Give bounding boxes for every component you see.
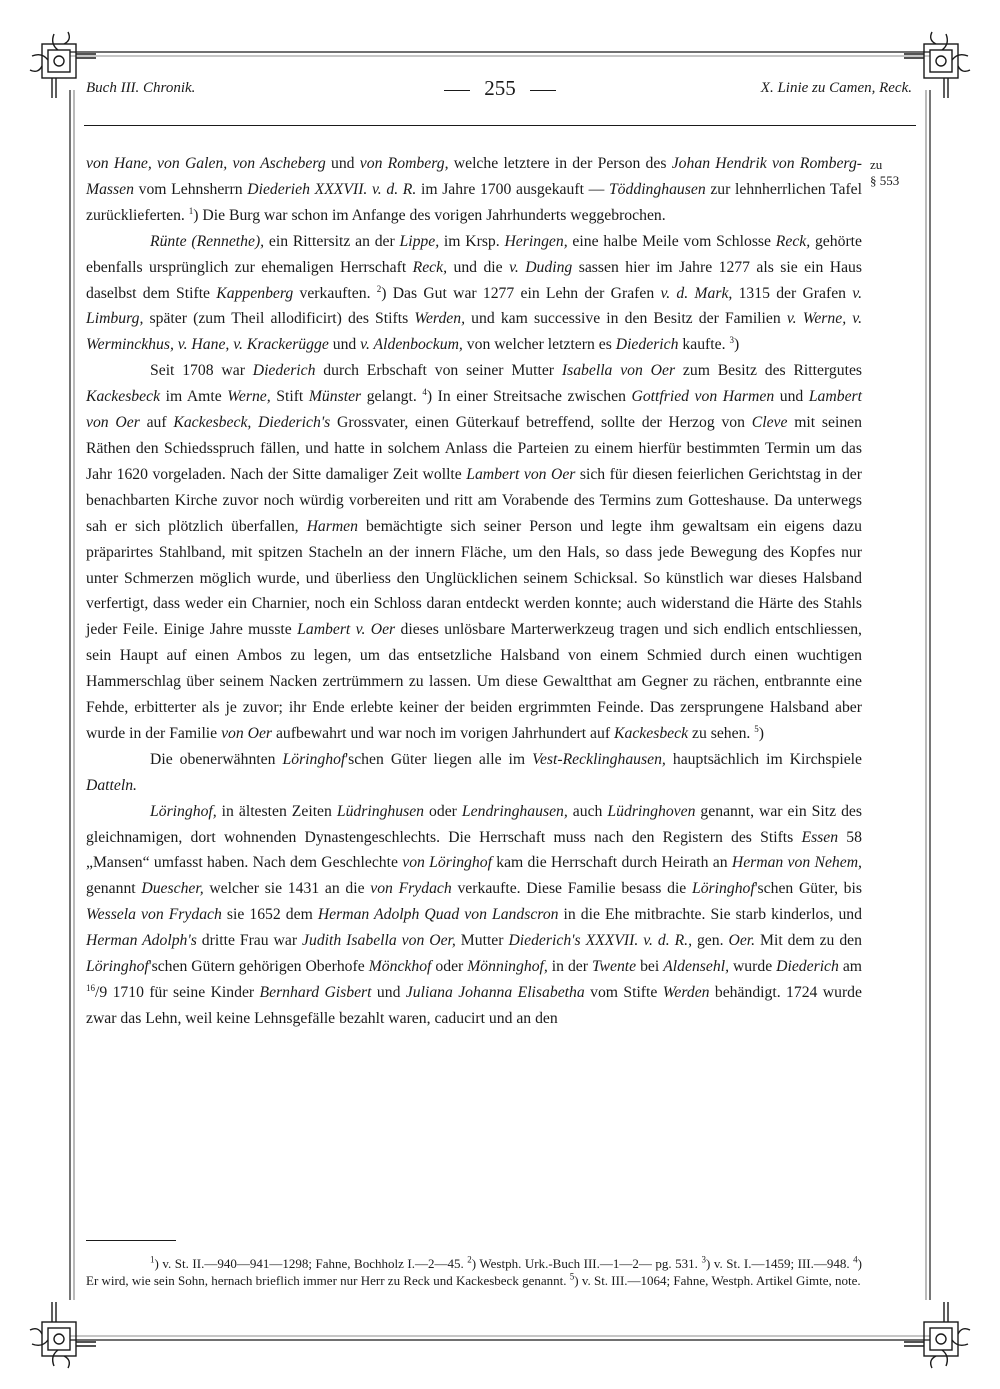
italic-run: Lambert von Oer <box>86 388 862 432</box>
italic-run: v. Aldenbockum, <box>360 336 463 354</box>
italic-run: Harmen <box>306 517 358 535</box>
italic-run: Cleve <box>751 414 788 432</box>
italic-run: Isabella von Oer <box>561 362 676 380</box>
italic-run: Kackesbeck <box>614 724 689 742</box>
italic-run: Herman von Nehem, <box>731 854 862 872</box>
text-run: von welcher letztern es <box>462 336 616 354</box>
italic-run: Datteln. <box>86 776 137 794</box>
italic-run: Diederieh XXXVII. v. d. R. <box>247 180 417 198</box>
text-run: ) v. St. I.—1459; III.—948. <box>705 1256 854 1271</box>
text-run: zur lehnherrlichen Tafel zurücklieferten. <box>86 180 862 224</box>
text-run: dieses unlösbare Marterwerkzeug tragen und sich endlich entschliessen, sein Haupt auf einen Ambos zu legen, um das entsetzliche Halsband von einem Schmied durch einen wuchtigen Hammerschlag über seinem Nacken zertrümmern zu lassen. Um diese Gewaltthat am Gegner zu rächen, entbrannte eine Fehde, erbitterter als je zuvor; ihr Ende erlebte keiner der beiden ergrimmten Feinde. Das zersprungene Halsband aber wurde in der Familie <box>86 621 862 742</box>
italic-run: Kappenberg <box>216 284 294 302</box>
text-run: ) <box>758 724 765 742</box>
text-run: Stift <box>270 388 309 406</box>
footnote-marker: 1 <box>150 1254 155 1265</box>
text-run: und <box>328 336 361 354</box>
italic-run: Twente <box>591 958 637 976</box>
text-run: im Amte <box>160 388 228 406</box>
text-run: später (zum Theil allodificirt) des Stifts <box>143 310 415 328</box>
text-run: oder <box>431 958 468 976</box>
footnote-marker: 3 <box>701 1254 706 1265</box>
text-run: im Jahre 1700 ausgekauft — <box>416 180 609 198</box>
text-run: und <box>774 388 809 406</box>
running-header-left: Buch III. Chronik. <box>86 80 196 96</box>
text-run: 58 „Mansen“ umfasst haben. Nach dem Geschlechte <box>86 828 862 872</box>
text-run: verkaufte. Diese Familie besass die <box>451 880 692 898</box>
italic-run: v. Duding <box>509 258 573 276</box>
body-text <box>86 151 862 1032</box>
text-run: aufbewahrt und war noch im vorigen Jahrhundert auf <box>272 724 615 742</box>
text-run: ein Rittersitz an der <box>264 232 400 250</box>
text-run: ) Das Gut war 1277 ein Lehn der Grafen <box>381 284 661 302</box>
italic-run: Lendringhausen, <box>461 802 568 820</box>
margin-note-line2: § 553 <box>870 173 900 188</box>
text-run: welcher sie 1431 an die <box>203 880 371 898</box>
header-rule <box>84 125 916 126</box>
paragraph <box>86 747 862 799</box>
text-run: und kam successive in den Besitz der Familien <box>465 310 787 328</box>
text-run: vom Lehnsherrn <box>133 180 248 198</box>
italic-run: Rünte (Rennethe), <box>150 232 265 250</box>
text-run: und <box>371 984 406 1001</box>
text-run: genannt <box>86 880 142 898</box>
text-run: vom Stifte <box>584 984 663 1001</box>
italic-run: Duescher, <box>141 880 204 898</box>
footnote-marker: 2 <box>467 1254 472 1265</box>
text-run: gehörte ebenfalls ursprünglich zur ehemaligen Herrschaft <box>86 232 863 276</box>
text-run: und die <box>447 258 510 276</box>
text-run: 1315 der Grafen <box>732 284 853 302</box>
footnote-marker: 16 <box>86 982 95 993</box>
italic-run: Essen <box>801 828 839 846</box>
italic-run: v. Werne, v. Werminckhus, v. Hane, v. Krackerügge <box>86 310 862 354</box>
text-run: kam die Herrschaft durch Heirath an <box>491 854 732 872</box>
footnote-rule <box>86 1240 176 1241</box>
text-run: und <box>325 155 360 172</box>
text-run: dritte Frau war <box>196 932 303 950</box>
text-run: am <box>838 958 863 976</box>
italic-run: Lüdringhusen <box>336 802 425 820</box>
text-run: eine halbe Meile vom Schlosse <box>567 232 776 250</box>
text-run: ) Er wird, wie sein Sohn, hernach brieflich immer nur Herr zu Reck und Kackesbeck genannt. <box>86 1256 862 1288</box>
text-run: sassen hier im Jahre 1277 als sie ein Haus daselbst dem Stifte <box>86 258 862 302</box>
footnote-marker: 5 <box>569 1271 575 1282</box>
page-number-dash-right <box>530 90 556 91</box>
italic-run: von Löringhof <box>402 854 492 872</box>
text-run: gen. <box>692 932 729 950</box>
text-run: mit seinen Räthen den Schiedsspruch fällen, und hatte in solchem Anlass die Parteien zu einem hierfür bestimmten Termin um das Jahr 1620 vorgeladen. Nach der Sitte damaliger Zeit wollte <box>86 414 862 483</box>
paragraph <box>86 151 862 229</box>
text-run: oder <box>424 802 462 820</box>
italic-run: Diederich <box>615 336 679 354</box>
paragraph <box>86 229 862 359</box>
text-run: 'schen Güter liegen alle im <box>345 750 533 768</box>
footnote-marker: 1 <box>188 205 194 216</box>
italic-run: Löringhof <box>282 750 346 768</box>
text-run: zu sehen. <box>688 724 755 742</box>
text-run: gelangt. <box>361 388 423 406</box>
italic-run: Werne, <box>227 388 271 406</box>
italic-run: Lüdringhoven <box>607 802 696 820</box>
italic-run: Diederich <box>776 958 839 976</box>
text-run: Seit 1708 war <box>150 362 253 380</box>
footnote-marker: 5 <box>754 723 759 734</box>
footnote-marker: 4 <box>422 386 427 397</box>
italic-run: Lambert von Oer <box>466 465 576 483</box>
italic-run: Löringhof <box>86 958 149 976</box>
italic-run: Reck, <box>775 232 811 250</box>
italic-run: Diederich's XXXVII. v. d. R., <box>508 932 693 950</box>
italic-run: Töddinghausen <box>608 180 706 198</box>
text-run: verkauften. <box>293 284 377 302</box>
italic-run: Kackesbeck <box>86 388 161 406</box>
footnote-marker: 3 <box>729 335 734 346</box>
text-run: Mutter <box>455 932 509 950</box>
italic-run: von Hane, von Galen, von Ascheberg <box>86 155 326 172</box>
italic-run: Oer. <box>728 932 756 950</box>
text-run: bemächtigte sich seiner Person und legte ihm gewaltsam ein eigens dazu präparirtes Stahlband, mit spitzen Stacheln an der innern Fläche, um den Hals, so dass jede Bewegung des Kopfes nur unter Schmerzen möglich wurde, und überliess den Unglücklichen seinem Schicksal. So künstlich war dieses Halsband verfertigt, dass weder ein Charnier, noch ein Schloss daran entdeckt werden konnte; auch widerstand die Härte des Stahls jeder Feile. Einige Jahre musste <box>86 517 862 639</box>
italic-run: Lambert v. Oer <box>297 621 396 639</box>
text-run: bei <box>636 958 664 976</box>
italic-run: Löringhof, <box>150 802 217 820</box>
italic-run: Mönninghof, <box>467 958 548 976</box>
text-run: 'schen Güter, bis <box>754 880 862 898</box>
text-run: welche letztere in der Person des <box>448 155 672 172</box>
italic-run: Kackesbeck, Diederich's <box>173 414 331 432</box>
text-run: kaufte. <box>678 336 730 354</box>
italic-run: Werden, <box>414 310 466 328</box>
text-run: auf <box>139 414 174 432</box>
italic-run: von Romberg, <box>359 155 449 172</box>
text-run: auch <box>567 802 608 820</box>
italic-run: v. d. Mark, <box>660 284 733 302</box>
margin-note-line1: zu <box>870 157 883 172</box>
text-run: in ältesten Zeiten <box>216 802 337 820</box>
text-run: wurde <box>729 958 777 976</box>
text-run: in der <box>547 958 592 976</box>
footnote-marker: 2 <box>376 283 382 294</box>
text-run: in die Ehe mitbrachte. Sie starb kinderlos, und <box>558 906 862 924</box>
italic-run: Münster <box>308 388 362 406</box>
running-header-right: X. Linie zu Camen, Reck. <box>760 80 912 96</box>
text-run: sie 1652 dem <box>221 906 318 924</box>
italic-run: von Frydach <box>370 880 452 898</box>
italic-run: Werden <box>662 984 710 1001</box>
italic-run: Bernhard Gisbert <box>259 984 372 1001</box>
footnote-marker: 4 <box>853 1254 858 1265</box>
paragraph <box>86 799 862 1032</box>
paragraph <box>86 358 862 747</box>
italic-run: Diederich <box>252 362 316 380</box>
page-number-dash-left <box>444 90 470 91</box>
text-run: ) v. St. III.—1064; Fahne, Westph. Artikel Gimte, note. <box>574 1272 861 1288</box>
italic-run: Wessela von Frydach <box>86 906 222 924</box>
italic-run: Herman Adolph's <box>86 932 197 950</box>
text-run: Grossvater, einen Güterkauf betreffend, sollte der Herzog von <box>330 414 752 432</box>
italic-run: Löringhof <box>691 880 755 898</box>
italic-run: von Oer <box>221 724 273 742</box>
text-run: /9 1710 für seine Kinder <box>95 984 260 1001</box>
italic-run: Herman Adolph Quad von Landscron <box>317 906 559 924</box>
footnotes <box>86 1256 862 1289</box>
text-run: genannt, war ein Sitz des gleichnamigen, dort wohnenden Dynastengeschlechts. Die Herrschaft muss nach den Registern des Stifts <box>86 802 862 846</box>
italic-run: Lippe, <box>399 232 440 250</box>
text-run: Mit dem zu den <box>755 932 862 950</box>
italic-run: v. Limburg, <box>86 284 862 328</box>
text-run: behändigt. 1724 wurde zwar das Lehn, weil keine Lehnsgefälle bezahlt waren, caducirt und an den <box>86 984 862 1027</box>
text-run: zum Besitz des Rittergutes <box>675 362 863 380</box>
italic-run: Mönckhof <box>368 958 432 976</box>
italic-run: Johan Hendrik von Romberg-Massen <box>86 155 863 198</box>
corner-ornament-bottom-right-icon <box>902 1300 972 1370</box>
text-run: ) In einer Streitsache zwischen <box>426 388 632 406</box>
text-run: ) <box>733 336 740 354</box>
text-run: durch Erbschaft von seiner Mutter <box>315 362 562 380</box>
text-run: ) Die Burg war schon im Anfange des vorigen Jahrhunderts weggebrochen. <box>193 206 666 224</box>
page-number-text: 255 <box>484 76 516 100</box>
italic-run: Gottfried von Harmen <box>631 388 775 406</box>
text-run: sich für diesen feierlichen Gerichtstag in der benachbarten Kirche zuvor noch würdig vorbereiten und ritt am Vorabende des Termins zum Gotteshause. Da unterwegs sah er sich plötzlich überfallen, <box>86 465 862 535</box>
italic-run: Juliana Johanna Elisabetha <box>405 984 585 1001</box>
text-run: ) v. St. II.—940—941—1298; Fahne, Bochholz I.—2—45. <box>154 1256 468 1271</box>
margin-note <box>870 157 899 189</box>
text-run: hauptsächlich im Kirchspiele <box>665 750 862 768</box>
text-run: 'schen Gütern gehörigen Oberhofe <box>148 958 369 976</box>
italic-run: Aldensehl, <box>663 958 730 976</box>
text-run: Die obenerwähnten <box>150 750 283 768</box>
italic-run: Judith Isabella von Oer, <box>302 932 456 950</box>
corner-ornament-bottom-left-icon <box>28 1300 98 1370</box>
italic-run: Heringen, <box>504 232 568 250</box>
text-run: ) Westph. Urk.-Buch III.—1—2— pg. 531. <box>471 1256 702 1271</box>
italic-run: Reck, <box>412 258 448 276</box>
text-run: im Krsp. <box>439 232 505 250</box>
footnote-block <box>86 1256 862 1289</box>
italic-run: Vest-Recklinghausen, <box>532 750 666 768</box>
